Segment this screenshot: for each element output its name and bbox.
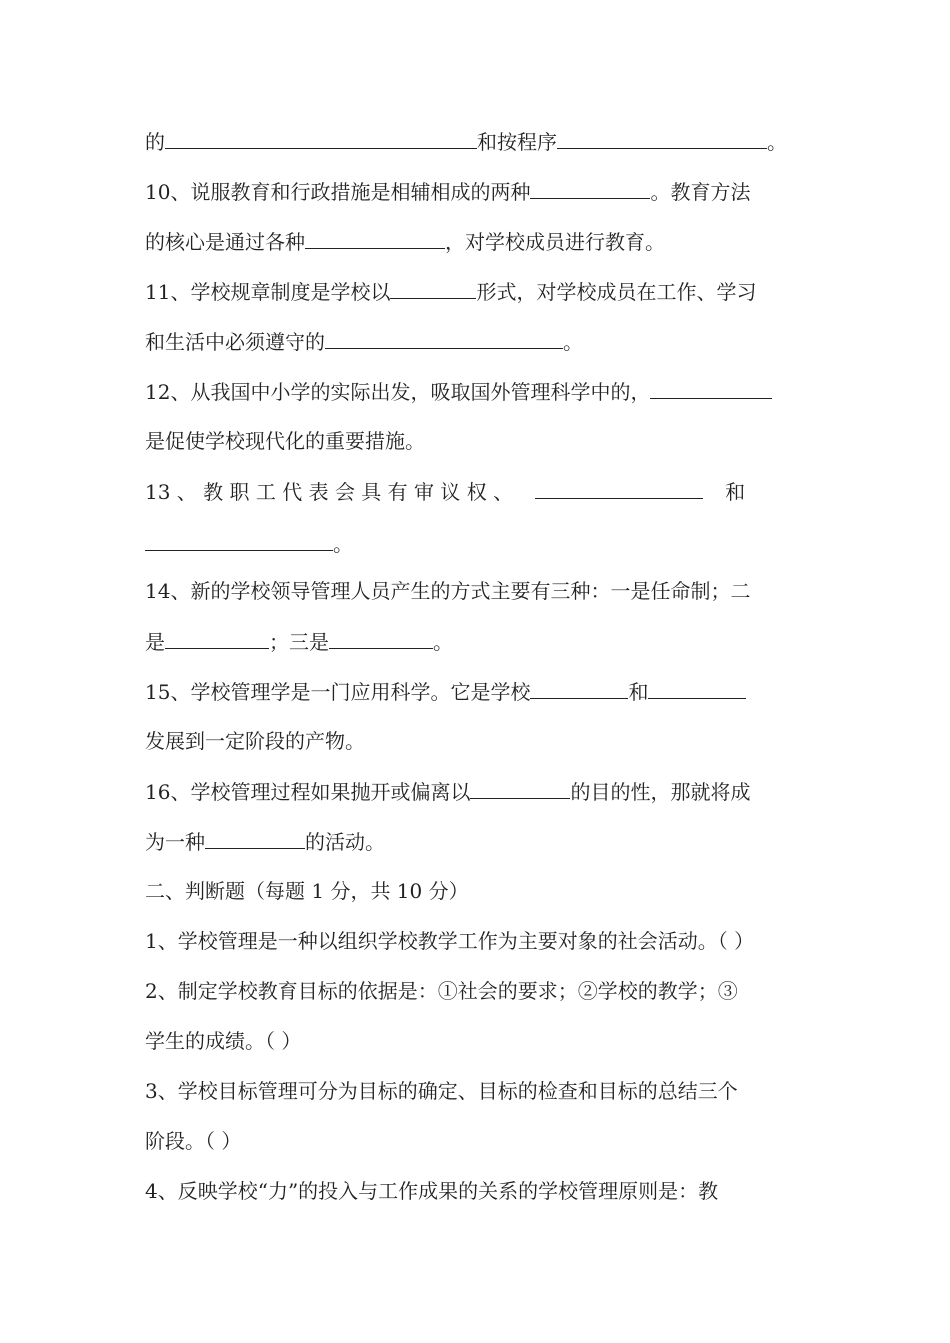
line-text: 15、学校管理学是一门应用科学。它是学校: [145, 680, 531, 704]
answer-blank: [650, 378, 772, 399]
answer-blank: [165, 128, 477, 149]
line-text: 。: [433, 630, 453, 654]
text-line: [145, 578, 750, 604]
text-line: [145, 278, 756, 305]
text-line: [145, 1178, 718, 1204]
line-text: 和按程序: [477, 130, 557, 154]
line-text: 发展到一定阶段的产物。: [145, 729, 365, 753]
line-text: 是促使学校现代化的重要措施。: [145, 429, 425, 453]
answer-blank: [329, 628, 433, 649]
text-line: [145, 128, 787, 155]
answer-blank: [205, 828, 305, 849]
line-text: 。教育方法: [650, 180, 751, 204]
text-line: [145, 1078, 738, 1104]
answer-blank: [530, 178, 650, 199]
text-line: [145, 328, 583, 355]
text-line: [145, 928, 754, 954]
line-text: 是: [145, 630, 165, 654]
line-text: 和: [725, 480, 746, 504]
answer-blank: [470, 778, 570, 799]
line-text: 形式，对学校成员在工作、学习: [476, 280, 757, 304]
line-text: 为一种: [145, 830, 205, 854]
text-line: [145, 828, 385, 855]
text-line: [145, 678, 746, 705]
line-text: 的活动。: [305, 830, 385, 854]
answer-blank: [535, 478, 703, 499]
text-line: [145, 628, 453, 655]
line-text: 的: [145, 130, 165, 154]
answer-blank: [648, 678, 746, 699]
line-text: 16、学校管理过程如果抛开或偏离以: [145, 780, 471, 804]
text-line: [145, 1028, 301, 1054]
line-text: 。: [563, 330, 583, 354]
text-line: [145, 530, 353, 557]
line-text: 11、学校规章制度是学校以: [145, 280, 391, 304]
answer-blank: [557, 128, 767, 149]
line-text: 二、判断题（每题 1 分，共 10 分）: [145, 879, 469, 903]
line-text: 学生的成绩。（ ）: [145, 1029, 302, 1053]
answer-blank: [390, 278, 476, 299]
line-text: 13 、 教 职 工 代 表 会 具 有 审 议 权 、: [145, 480, 514, 504]
line-text: ；三是: [269, 630, 329, 654]
text-line: [145, 378, 772, 405]
line-text: 和: [628, 680, 649, 704]
line-text: 4、反映学校“力”的投入与工作成果的关系的学校管理原则是：教: [145, 1179, 719, 1203]
line-text: 和生活中必须遵守的: [145, 330, 325, 354]
text-line: [145, 778, 750, 805]
section-heading: [145, 878, 469, 904]
text-line: [145, 978, 738, 1004]
text-line: [145, 478, 745, 505]
line-text: 10、说服教育和行政措施是相辅相成的两种: [145, 180, 531, 204]
line-text: 的核心是通过各种: [145, 230, 305, 254]
text-line: [145, 178, 750, 205]
text-line: [145, 728, 365, 754]
answer-blank: [145, 530, 333, 551]
text-line: [145, 1128, 241, 1154]
answer-blank: [325, 328, 563, 349]
answer-blank: [530, 678, 628, 699]
line-text: 14、新的学校领导管理人员产生的方式主要有三种：一是任命制；二: [145, 579, 751, 603]
text-line: [145, 228, 665, 255]
line-text: 阶段。（ ）: [145, 1129, 242, 1153]
line-text: ，对学校成员进行教育。: [445, 230, 665, 254]
line-text: 2、制定学校教育目标的依据是：①社会的要求；②学校的教学；③: [145, 979, 738, 1003]
line-text: 3、学校目标管理可分为目标的确定、目标的检查和目标的总结三个: [145, 1079, 738, 1103]
line-text: 1、学校管理是一种以组织学校教学工作为主要对象的社会活动。（ ）: [145, 929, 755, 953]
line-text: 。: [767, 130, 787, 154]
line-text: 12、从我国中小学的实际出发，吸取国外管理科学中的，: [145, 380, 651, 404]
line-text: 。: [333, 532, 353, 556]
text-line: [145, 428, 425, 454]
line-text: 的目的性，那就将成: [570, 780, 751, 804]
answer-blank: [165, 628, 269, 649]
answer-blank: [305, 228, 445, 249]
